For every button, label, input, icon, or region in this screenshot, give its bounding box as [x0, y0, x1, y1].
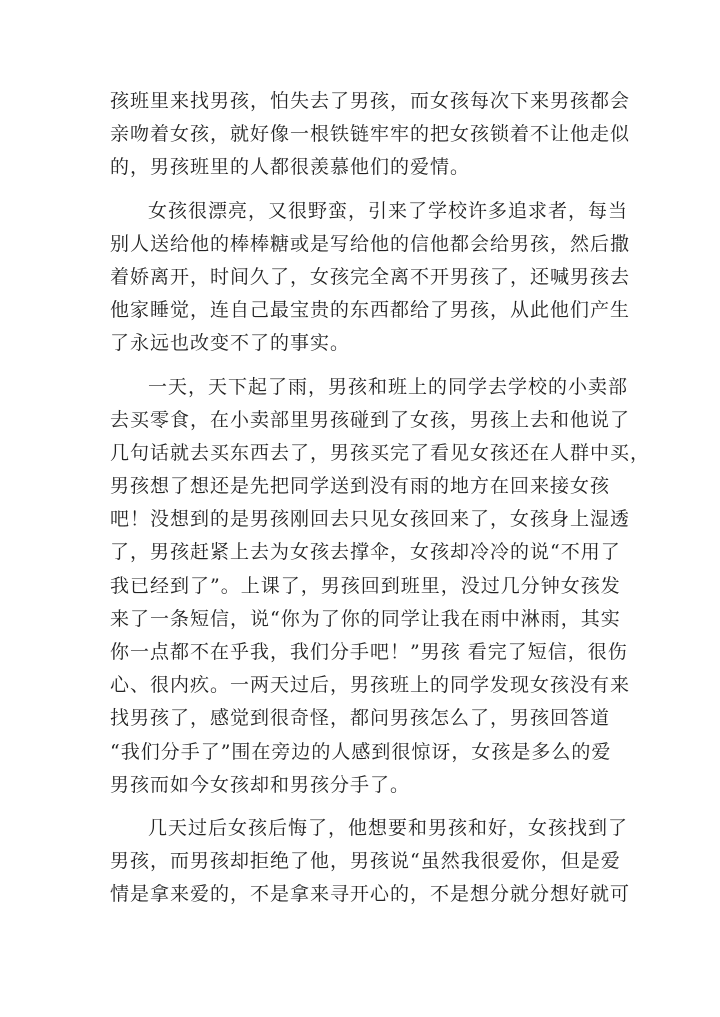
- text-line: 几句话就去买东西去了，男孩买完了看见女孩还在人群中买，: [110, 441, 651, 464]
- text-line: 我已经到了”。上课了，男孩回到班里，没过几分钟女孩发: [110, 574, 621, 597]
- paragraph-4: [110, 812, 631, 912]
- text-line: 一天，天下起了雨，男孩和班上的同学去学校的小卖部: [148, 375, 629, 398]
- text-line: 男孩而如今女孩却和男孩分手了。: [110, 773, 411, 796]
- text-line: 几天过后女孩后悔了，他想要和男孩和好，女孩找到了: [148, 816, 629, 839]
- paragraph-1: [110, 85, 631, 185]
- text-line: “我们分手了”围在旁边的人感到很惊讶，女孩是多么的爱: [110, 740, 612, 763]
- text-line: 孩班里来找男孩，怕失去了男孩，而女孩每次下来男孩都会: [110, 90, 631, 112]
- text-line: 男孩想了想还是先把同学送到没有雨的地方在回来接女孩: [110, 475, 611, 498]
- text-line: 心、很内疚。一两天过后，男孩班上的同学发现女孩没有来: [110, 674, 631, 697]
- text-line: 的，男孩班里的人都很羡慕他们的爱情。: [110, 156, 471, 179]
- text-line: 他家睡觉，连自己最宝贵的东西都给了男孩，从此他们产生: [110, 299, 631, 322]
- text-line: 情是拿来爱的，不是拿来寻开心的，不是想分就分想好就可: [110, 883, 631, 906]
- text-line: 男孩，而男孩却拒绝了他，男孩说“虽然我很爱你，但是爱: [110, 850, 621, 873]
- text-line: 别人送给他的棒棒糖或是写给他的信他都会给男孩，然后撒: [110, 232, 631, 255]
- text-line: 来了一条短信，说“你为了你的同学让我在雨中淋雨，其实: [110, 607, 621, 630]
- paragraph-2: [110, 195, 631, 361]
- text-line: 女孩很漂亮，又很野蛮，引来了学校许多追求者，每当: [148, 199, 629, 222]
- paragraph-3: [110, 371, 651, 802]
- text-line: 了，男孩赶紧上去为女孩去撑伞，女孩却冷冷的说“不用了: [110, 541, 621, 564]
- text-line: 找男孩了，感觉到很奇怪，都问男孩怎么了，男孩回答道: [110, 707, 611, 730]
- text-line: 了永远也改变不了的事实。: [110, 332, 351, 355]
- text-line: 着娇离开，时间久了，女孩完全离不开男孩了，还喊男孩去: [110, 265, 631, 288]
- text-line: 去买零食，在小卖部里男孩碰到了女孩，男孩上去和他说了: [110, 408, 631, 431]
- text-line: 亲吻着女孩，就好像一根铁链牢牢的把女孩锁着不让他走似: [110, 123, 631, 146]
- text-line: 你一点都不在乎我，我们分手吧！”男孩 看完了短信，很伤: [110, 641, 628, 663]
- document-body: [110, 85, 651, 922]
- text-line: 吧！没想到的是男孩刚回去只见女孩回来了，女孩身上湿透: [110, 508, 631, 531]
